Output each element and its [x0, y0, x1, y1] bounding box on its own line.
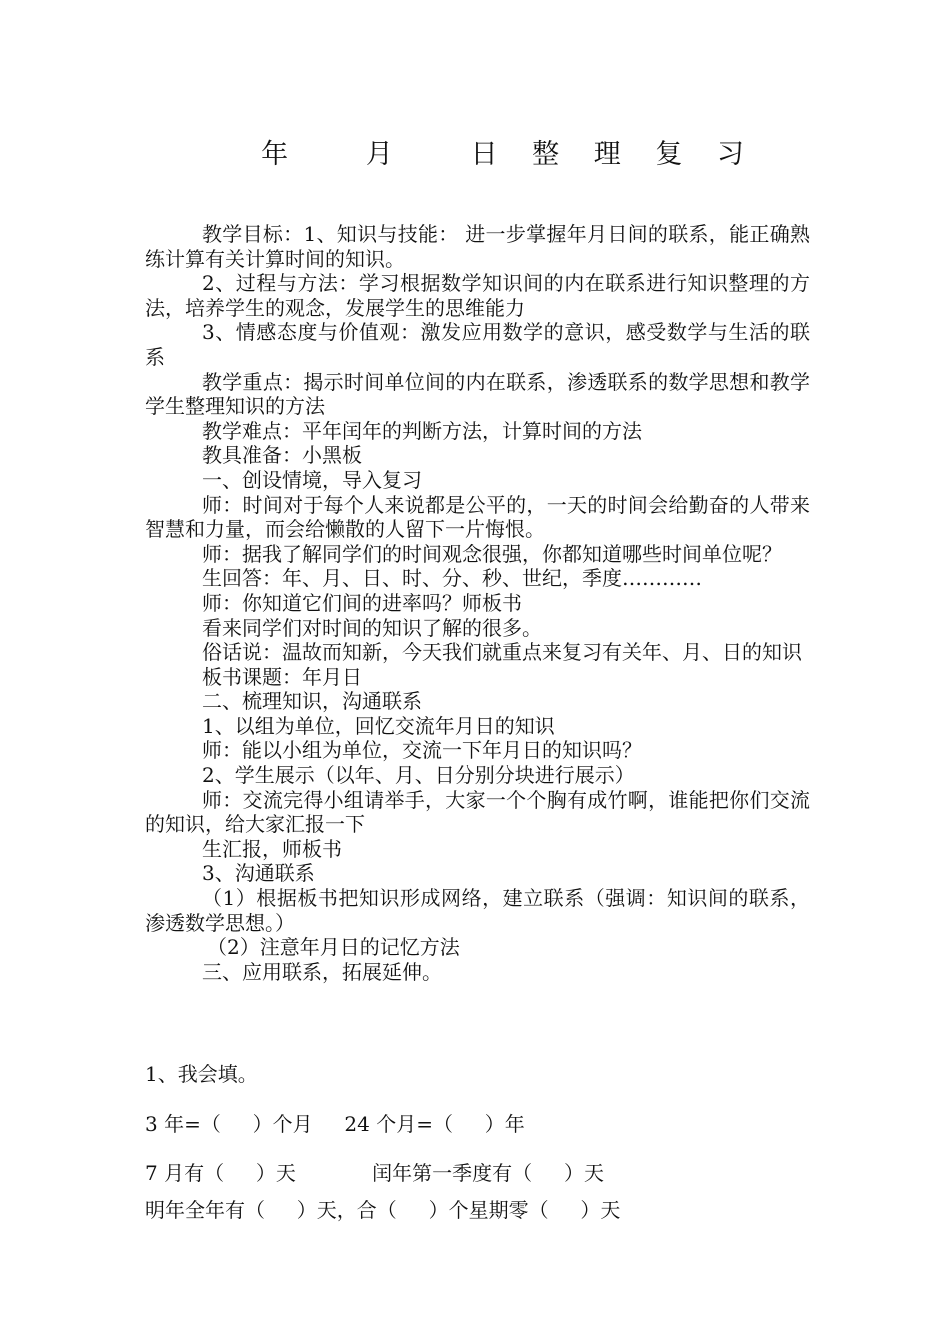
paragraph-key-points: 教学重点：揭示时间单位间的内在联系，渗透联系的数学思想和教学学生整理知识的方法 — [145, 369, 810, 419]
paragraph-step-2: 2、学生展示（以年、月、日分别分块进行展示） — [202, 763, 635, 788]
paragraph-teacher-5: 师：交流完得小组请举手，大家一个个胸有成竹啊，谁能把你们交流的知识，给大家汇报一下 — [145, 787, 810, 837]
paragraph-teacher-3: 师：你知道它们间的进率吗？师板书 — [202, 590, 522, 615]
exercise-line-3: 明年全年有（ ）天，合（ ）个星期零（ ）天 — [145, 1198, 621, 1222]
paragraph-proverb: 俗话说：温故而知新，今天我们就重点来复习有关年、月、日的知识 — [202, 640, 802, 665]
paragraph-teacher-2: 师：据我了解同学们的时间观念很强，你都知道哪些时间单位呢？ — [202, 541, 782, 566]
document-body — [145, 222, 810, 984]
paragraph-substep-1: （1）根据板书把知识形成网络，建立联系（强调：知识间的联系，渗透数学思想。） — [145, 886, 810, 935]
paragraph-step-3: 3、沟通联系 — [202, 861, 315, 886]
paragraph-student-report: 生汇报，师板书 — [202, 836, 342, 861]
section-heading-3: 三、应用联系，拓展延伸。 — [202, 959, 442, 984]
section-heading-1: 一、创设情境，导入复习 — [202, 467, 422, 492]
paragraph-step-1: 1、以组为单位，回忆交流年月日的知识 — [202, 713, 555, 738]
paragraph-observation: 看来同学们对时间的知识了解的很多。 — [202, 615, 542, 640]
paragraph-materials: 教具准备：小黑板 — [202, 443, 362, 468]
paragraph-substep-2: （2）注意年月日的记忆方法 — [207, 935, 460, 960]
exercise-line-1: 3 年=（ ）个月 24 个月=（ ）年 — [145, 1112, 525, 1136]
section-heading-2: 二、梳理知识，沟通联系 — [202, 689, 422, 714]
paragraph-student-answer: 生回答：年、月、日、时、分、秒、世纪，季度………… — [202, 566, 702, 591]
paragraph-teacher-4: 师：能以小组为单位，交流一下年月日的知识吗？ — [202, 738, 642, 763]
paragraph-board-title: 板书课题：年月日 — [202, 664, 362, 689]
paragraph-teacher-1: 师：时间对于每个人来说都是公平的，一天的时间会给勤奋的人带来智慧和力量，而会给懒散的人留下一片悔恨。 — [145, 492, 810, 542]
paragraph-objectives: 教学目标：1、知识与技能： 进一步掌握年月日间的联系，能正确熟练计算有关计算时间的知识。 — [145, 222, 810, 271]
exercise-heading: 1、我会填。 — [145, 1062, 258, 1086]
exercise-line-2: 7 月有（ ）天 闰年第一季度有（ ）天 — [145, 1161, 604, 1185]
paragraph-process: 2、过程与方法：学习根据数学知识间的内在联系进行知识整理的方法，培养学生的观念，发展学生的思维能力 — [145, 271, 810, 320]
paragraph-attitude: 3、情感态度与价值观：激发应用数学的意识，感受数学与生活的联系 — [145, 320, 810, 369]
paragraph-difficulties: 教学难点：平年闰年的判断方法，计算时间的方法 — [202, 418, 642, 443]
document-title: 年 月 日 整 理 复 习 — [261, 139, 757, 170]
